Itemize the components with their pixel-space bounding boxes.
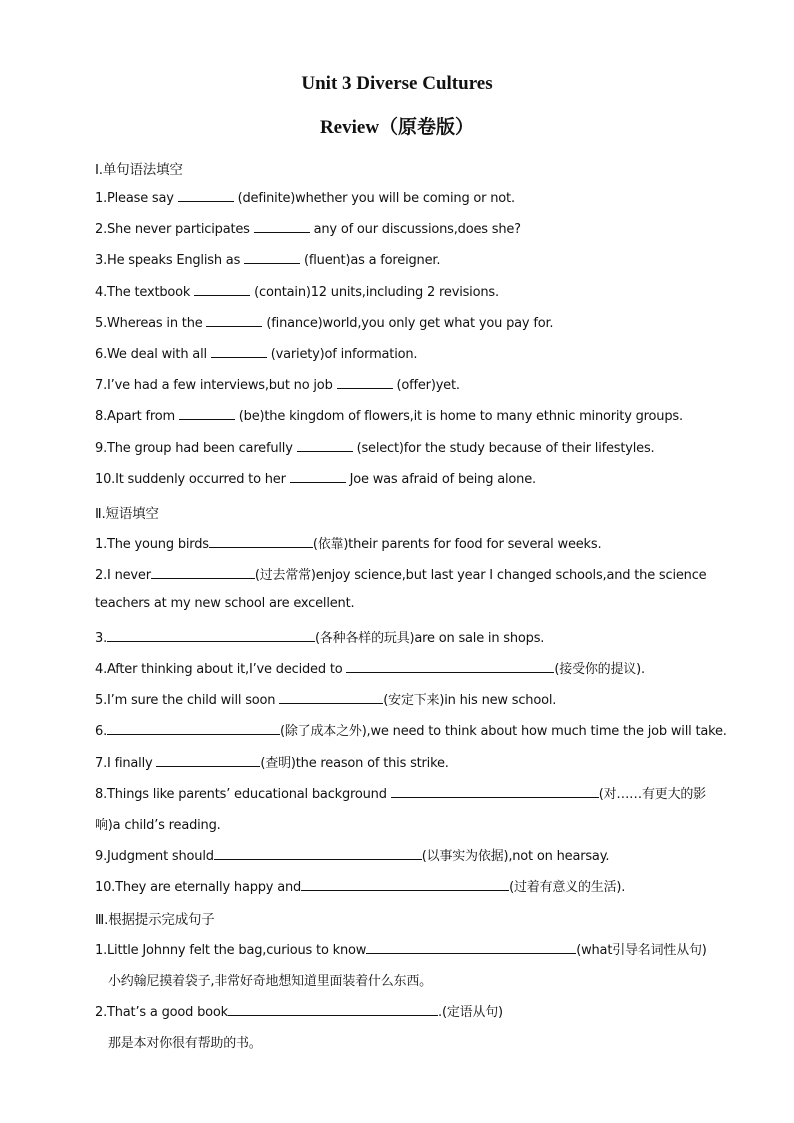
answer-blank[interactable] — [228, 1004, 438, 1016]
page-subtitle: Review（原卷版） — [319, 117, 475, 138]
answer-blank[interactable] — [107, 723, 280, 735]
answer-blank[interactable] — [214, 848, 422, 860]
question-line: 5.I’m sure the child will soon (安定下来)in his new school. — [95, 693, 557, 708]
question-line: 8.Things like parents’ educational background (对……有更大的影 — [95, 787, 706, 802]
answer-blank[interactable] — [211, 346, 267, 358]
page-title: Unit 3 Diverse Cultures — [301, 73, 493, 94]
answer-blank[interactable] — [254, 221, 310, 233]
question-line: 3. (各种各样的玩具)are on sale in shops. — [95, 631, 545, 646]
section-1-heading: Ⅰ.单句语法填空 — [95, 162, 183, 178]
answer-blank[interactable] — [156, 755, 260, 767]
section-3-heading: Ⅲ.根据提示完成句子 — [95, 912, 215, 928]
question-line: 7.I’ve had a few interviews,but no job (offer)yet. — [95, 378, 460, 393]
question-line: 10.They are eternally happy and (过着有意义的生活). — [95, 880, 626, 895]
question-line: 1.Please say (definite)whether you will be coming or not. — [95, 191, 515, 206]
question-line: 2.That’s a good book .(定语从句) — [95, 1005, 503, 1020]
answer-blank[interactable] — [366, 942, 576, 954]
question-line: 7.I finally (查明)the reason of this strike. — [95, 756, 449, 771]
question-line: 3.He speaks English as (fluent)as a foreigner. — [95, 253, 441, 268]
answer-blank[interactable] — [244, 252, 300, 264]
answer-blank[interactable] — [179, 408, 235, 420]
answer-blank[interactable] — [209, 536, 313, 548]
question-continuation: 响)a child’s reading. — [95, 818, 221, 833]
question-line: 5.Whereas in the (finance)world,you only get what you pay for. — [95, 316, 554, 331]
chinese-prompt: 小约翰尼摸着袋子,非常好奇地想知道里面装着什么东西。 — [108, 974, 432, 989]
answer-blank[interactable] — [337, 377, 393, 389]
question-line: 1.The young birds (依靠)their parents for food for several weeks. — [95, 537, 602, 552]
question-line: 10.It suddenly occurred to her Joe was afraid of being alone. — [95, 472, 536, 487]
question-line: 9.The group had been carefully (select)for the study because of their lifestyles. — [95, 441, 655, 456]
question-line: 6. (除了成本之外),we need to think about how much time the job will take. — [95, 724, 727, 739]
answer-blank[interactable] — [107, 630, 315, 642]
question-line: 2.I never (过去常常)enjoy science,but last year I changed schools,and the science — [95, 568, 707, 583]
answer-blank[interactable] — [391, 786, 599, 798]
section-2-heading: Ⅱ.短语填空 — [95, 506, 159, 522]
answer-blank[interactable] — [346, 661, 554, 673]
question-line: 1.Little Johnny felt the bag,curious to know (what引导名词性从句) — [95, 943, 707, 958]
answer-blank[interactable] — [151, 567, 255, 579]
question-line: 6.We deal with all (variety)of information. — [95, 347, 418, 362]
question-line: 9.Judgment should (以事实为依据),not on hearsay. — [95, 849, 610, 864]
question-line: 4.The textbook (contain)12 units,including 2 revisions. — [95, 285, 499, 300]
answer-blank[interactable] — [279, 692, 383, 704]
answer-blank[interactable] — [297, 440, 353, 452]
answer-blank[interactable] — [178, 190, 234, 202]
chinese-prompt: 那是本对你很有帮助的书。 — [108, 1036, 262, 1051]
question-line: 4.After thinking about it,I’ve decided to (接受你的提议). — [95, 662, 645, 677]
question-line: 2.She never participates any of our discussions,does she? — [95, 222, 521, 237]
question-line: 8.Apart from (be)the kingdom of flowers,it is home to many ethnic minority groups. — [95, 409, 683, 424]
question-continuation: teachers at my new school are excellent. — [95, 596, 355, 611]
answer-blank[interactable] — [206, 315, 262, 327]
answer-blank[interactable] — [301, 879, 509, 891]
answer-blank[interactable] — [290, 471, 346, 483]
answer-blank[interactable] — [194, 284, 250, 296]
